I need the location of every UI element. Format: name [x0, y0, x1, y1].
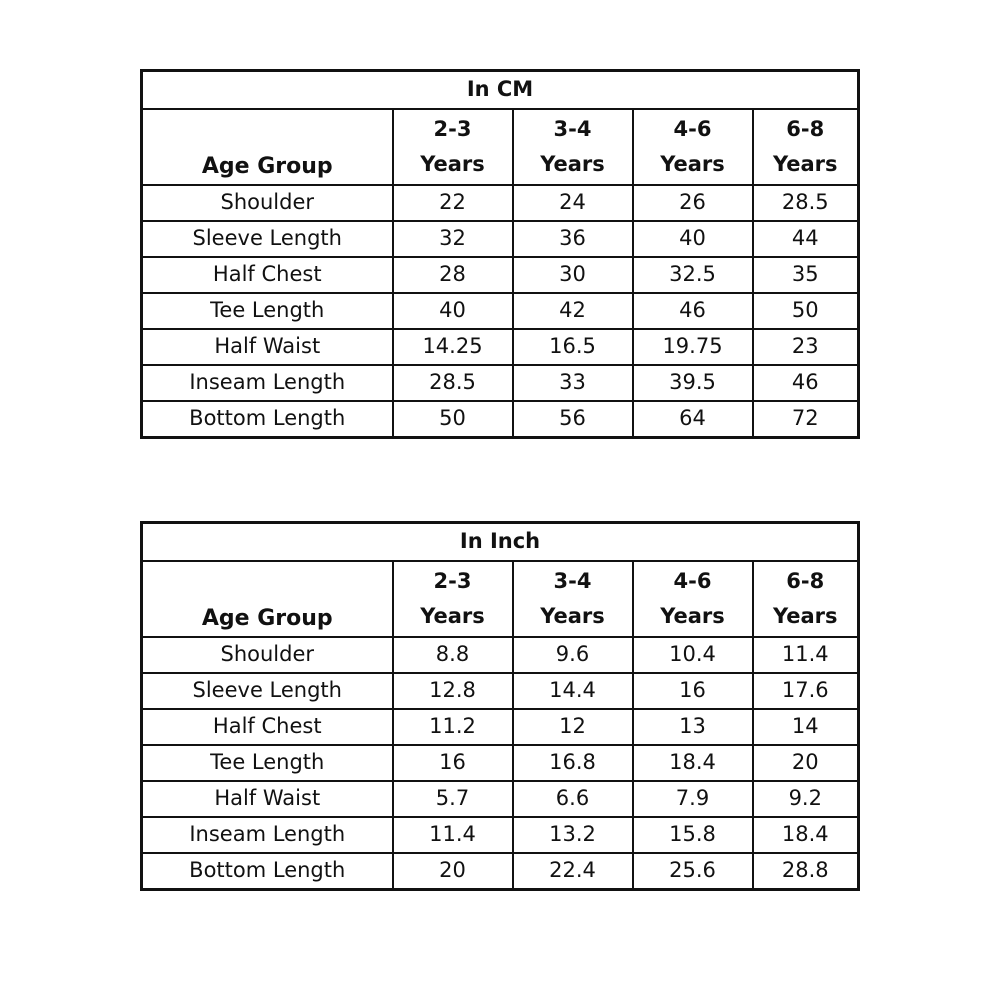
header-row: [142, 109, 859, 185]
cell-value: 22: [393, 185, 513, 221]
row-label: Half Chest: [142, 257, 393, 293]
column-range: 4-6: [673, 569, 712, 593]
row-label: Inseam Length: [142, 365, 393, 401]
column-range: 4-6: [673, 117, 712, 141]
cell-value: 16.5: [513, 329, 633, 365]
cell-value: 20: [393, 853, 513, 890]
cell-value: 9.6: [513, 637, 633, 673]
cell-value: 5.7: [393, 781, 513, 817]
row-label: Shoulder: [142, 637, 393, 673]
cell-value: 18.4: [633, 745, 753, 781]
row-label: Tee Length: [142, 293, 393, 329]
age-group-header: Age Group: [142, 561, 393, 637]
cell-value: 16.8: [513, 745, 633, 781]
column-range: 3-4: [553, 569, 592, 593]
column-header-6-8: [753, 561, 859, 637]
table-row: [142, 745, 859, 781]
table-row: [142, 257, 859, 293]
cell-value: 28.8: [753, 853, 859, 890]
column-range: 6-8: [786, 117, 825, 141]
column-header-4-6: [633, 561, 753, 637]
cell-value: 13.2: [513, 817, 633, 853]
cell-value: 10.4: [633, 637, 753, 673]
column-unit: Years: [420, 604, 485, 628]
cell-value: 9.2: [753, 781, 859, 817]
cell-value: 56: [513, 401, 633, 438]
column-header-2-3: [393, 109, 513, 185]
cell-value: 8.8: [393, 637, 513, 673]
cell-value: 25.6: [633, 853, 753, 890]
cell-value: 26: [633, 185, 753, 221]
cell-value: 15.8: [633, 817, 753, 853]
column-unit: Years: [772, 604, 838, 628]
table-row: [142, 365, 859, 401]
column-header-3-4: [513, 109, 633, 185]
cell-value: 11.4: [753, 637, 859, 673]
cell-value: 50: [753, 293, 859, 329]
cell-value: 72: [753, 401, 859, 438]
unit-title-row: [142, 71, 859, 110]
cell-value: 13: [633, 709, 753, 745]
header-row: [142, 561, 859, 637]
cell-value: 17.6: [753, 673, 859, 709]
cell-value: 40: [633, 221, 753, 257]
cell-value: 14: [753, 709, 859, 745]
cell-value: 11.2: [393, 709, 513, 745]
row-label: Bottom Length: [142, 401, 393, 438]
table-row: [142, 637, 859, 673]
cell-value: 7.9: [633, 781, 753, 817]
column-header-6-8: [753, 109, 859, 185]
row-label: Bottom Length: [142, 853, 393, 890]
cell-value: 19.75: [633, 329, 753, 365]
table-row: [142, 817, 859, 853]
cell-value: 24: [513, 185, 633, 221]
cell-value: 14.4: [513, 673, 633, 709]
cell-value: 22.4: [513, 853, 633, 890]
cell-value: 18.4: [753, 817, 859, 853]
column-header-4-6: [633, 109, 753, 185]
cell-value: 28.5: [393, 365, 513, 401]
row-label: Sleeve Length: [142, 673, 393, 709]
cell-value: 12: [513, 709, 633, 745]
table-row: [142, 673, 859, 709]
column-unit: Years: [540, 152, 605, 176]
cell-value: 39.5: [633, 365, 753, 401]
cell-value: 36: [513, 221, 633, 257]
cell-value: 42: [513, 293, 633, 329]
size-chart-cm-table: [140, 69, 860, 439]
column-unit: Years: [772, 152, 838, 176]
unit-title: In Inch: [142, 523, 859, 562]
cell-value: 33: [513, 365, 633, 401]
cell-value: 14.25: [393, 329, 513, 365]
column-range: 6-8: [786, 569, 825, 593]
cell-value: 28: [393, 257, 513, 293]
cell-value: 28.5: [753, 185, 859, 221]
cell-value: 50: [393, 401, 513, 438]
cell-value: 6.6: [513, 781, 633, 817]
cell-value: 16: [633, 673, 753, 709]
cell-value: 40: [393, 293, 513, 329]
column-unit: Years: [660, 152, 725, 176]
row-label: Half Waist: [142, 329, 393, 365]
row-label: Half Chest: [142, 709, 393, 745]
column-range: 2-3: [433, 117, 472, 141]
cell-value: 23: [753, 329, 859, 365]
table-row: [142, 781, 859, 817]
column-header-2-3: [393, 561, 513, 637]
cell-value: 11.4: [393, 817, 513, 853]
cell-value: 44: [753, 221, 859, 257]
unit-title-row: [142, 523, 859, 562]
table-row: [142, 329, 859, 365]
column-range: 2-3: [433, 569, 472, 593]
cell-value: 46: [753, 365, 859, 401]
cell-value: 46: [633, 293, 753, 329]
table-row: [142, 709, 859, 745]
column-unit: Years: [420, 152, 485, 176]
cell-value: 64: [633, 401, 753, 438]
size-chart-inch-table: [140, 521, 860, 891]
column-range: 3-4: [553, 117, 592, 141]
cell-value: 32: [393, 221, 513, 257]
table-row: [142, 221, 859, 257]
table-row: [142, 401, 859, 438]
row-label: Inseam Length: [142, 817, 393, 853]
cell-value: 35: [753, 257, 859, 293]
row-label: Shoulder: [142, 185, 393, 221]
table-row: [142, 293, 859, 329]
cell-value: 20: [753, 745, 859, 781]
cell-value: 12.8: [393, 673, 513, 709]
table-row: [142, 185, 859, 221]
column-unit: Years: [540, 604, 605, 628]
row-label: Tee Length: [142, 745, 393, 781]
cell-value: 30: [513, 257, 633, 293]
cell-value: 16: [393, 745, 513, 781]
column-header-3-4: [513, 561, 633, 637]
row-label: Half Waist: [142, 781, 393, 817]
age-group-header: Age Group: [142, 109, 393, 185]
row-label: Sleeve Length: [142, 221, 393, 257]
column-unit: Years: [660, 604, 725, 628]
unit-title: In CM: [142, 71, 859, 110]
table-row: [142, 853, 859, 890]
cell-value: 32.5: [633, 257, 753, 293]
